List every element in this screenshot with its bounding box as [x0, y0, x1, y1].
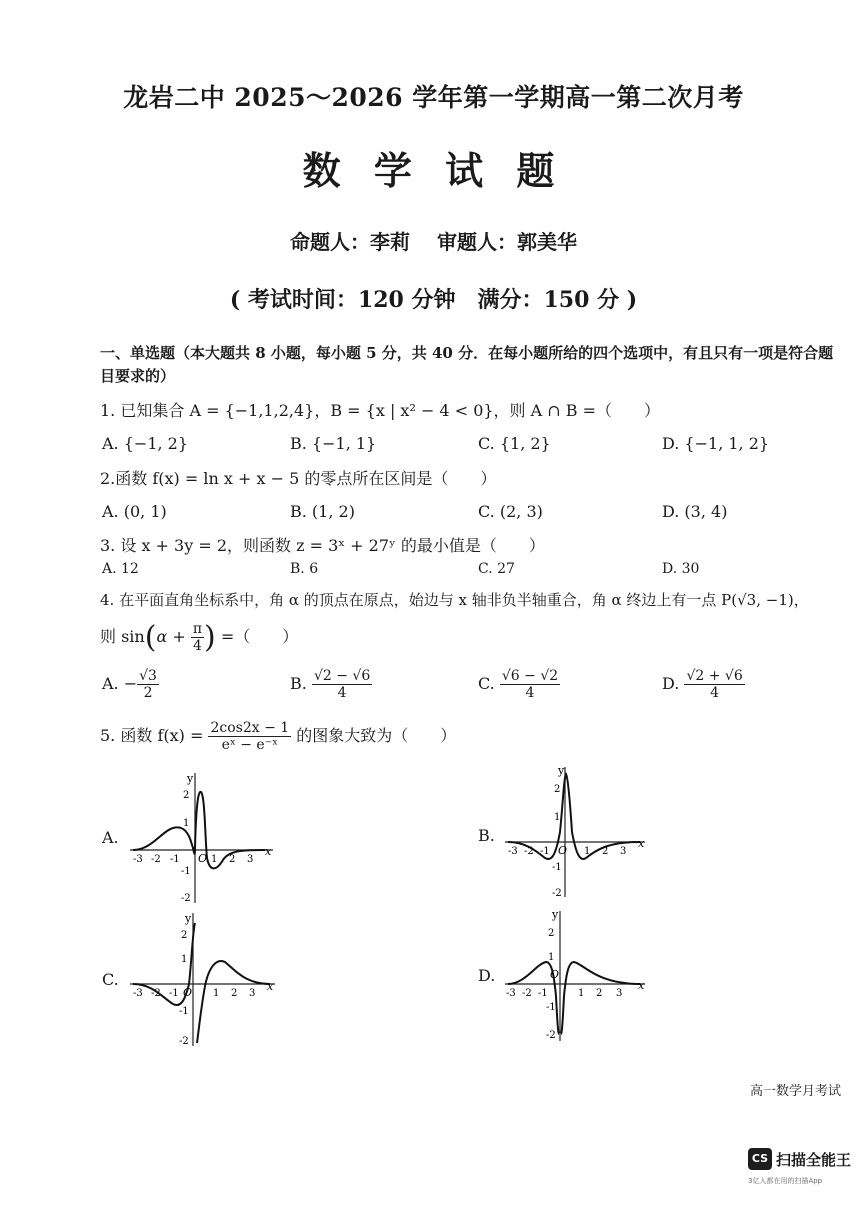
q5-stem: 5. 函数 f(x) = $\frac{2\cos 2x - 1}{\text{eˣ − e⁻ˣ}}$ 的图象大致为（ ）	[100, 720, 457, 753]
q5-graph-a	[125, 768, 285, 908]
q2-stem: 2.函数 f(x) = ln x + x − 5 的零点所在区间是（ ）	[100, 469, 497, 488]
q3-option-d: D. 30	[662, 561, 700, 577]
svg-text:-1: -1	[181, 866, 191, 877]
svg-text:2: 2	[231, 988, 238, 999]
svg-text:1: 1	[213, 988, 220, 999]
svg-text:-3: -3	[133, 854, 143, 865]
svg-text:2: 2	[183, 790, 190, 801]
svg-text:O: O	[198, 852, 208, 865]
exam-info: ( 考试时间：120 分钟 满分：150 分 )	[229, 287, 638, 313]
q5-graph-label-a: A.	[102, 828, 119, 847]
subject-title: 数 学 试 题	[302, 148, 565, 193]
q4-stem-line2: 则 sin(α + $\frac{\pi}{4}$ ) =（ ）	[100, 620, 299, 655]
q3-option-b: B. 6	[290, 561, 319, 577]
q4-option-c: C. $\frac{√6 - √2}{4}$	[478, 668, 559, 701]
q1-option-c: C. {1, 2}	[478, 434, 551, 453]
svg-text:y: y	[552, 908, 559, 921]
svg-text:-2: -2	[179, 1036, 189, 1047]
scanner-badge	[748, 1148, 851, 1170]
svg-text:-2: -2	[522, 988, 532, 999]
svg-text:O: O	[558, 844, 568, 857]
svg-text:1: 1	[554, 812, 561, 823]
q4-sin: 则 sin	[100, 627, 145, 646]
q4-stem: 4. 在平面直角坐标系中，角 α 的顶点在原点，始边与 x 轴非负半轴重合，角 α 终边上有一点 P(√3, −1)，	[100, 591, 809, 609]
svg-text:-2: -2	[552, 888, 562, 899]
svg-text:-1: -1	[179, 1006, 189, 1017]
svg-text:-1: -1	[540, 846, 550, 857]
q1-option-b: B. {−1, 1}	[290, 434, 377, 453]
scanner-name: 扫描全能王	[776, 1150, 852, 1169]
q3-stem: 3. 设 x + 3y = 2，则函数 z = 3ˣ + 27ʸ 的最小值是（ ）	[100, 536, 545, 555]
svg-text:-2: -2	[524, 846, 534, 857]
svg-text:-2: -2	[546, 1030, 556, 1041]
svg-text:1: 1	[584, 846, 591, 857]
svg-text:1: 1	[181, 954, 188, 965]
q4-stem-tail: =（ ）	[220, 627, 299, 646]
section-heading: 一、单选题（本大题共 8 小题，每小题 5 分，共 40 分．在每小题所给的四个选项中，有且只有一项是符合题目要求的）	[100, 344, 834, 385]
svg-text:-1: -1	[169, 988, 179, 999]
svg-text:x: x	[638, 979, 645, 992]
svg-text:-2: -2	[181, 893, 191, 904]
svg-text:-1: -1	[538, 988, 548, 999]
svg-text:-1: -1	[552, 862, 562, 873]
q4-option-a: A. − $\frac{√3}{2}$	[102, 668, 157, 701]
exam-title: 龙岩二中 2025～2026 学年第一学期高一第二次月考	[123, 83, 744, 112]
q5-graph-label-b: B.	[478, 826, 495, 845]
svg-text:3: 3	[620, 846, 627, 857]
svg-text:2: 2	[181, 930, 188, 941]
q5-graph-b	[500, 762, 660, 902]
q2-option-d: D. (3, 4)	[662, 502, 728, 521]
q2-option-a: A. (0, 1)	[102, 502, 167, 521]
svg-text:-3: -3	[508, 846, 518, 857]
svg-text:2: 2	[548, 928, 555, 939]
svg-text:y: y	[185, 912, 192, 925]
q4-pi-fraction: $\frac{\pi}{4}$	[192, 621, 203, 654]
q3-option-c: C. 27	[478, 561, 515, 577]
scanner-logo-icon: CS	[748, 1148, 772, 1170]
svg-text:2: 2	[554, 784, 561, 795]
q1-option-d: D. {−1, 1, 2}	[662, 434, 770, 453]
q2-option-b: B. (1, 2)	[290, 502, 355, 521]
svg-text:-2: -2	[151, 988, 161, 999]
svg-text:y: y	[187, 772, 194, 785]
svg-text:O: O	[550, 968, 560, 981]
authors-line: 命题人：李莉 审题人：郭美华	[290, 230, 577, 254]
svg-text:1: 1	[183, 818, 190, 829]
svg-text:-2: -2	[151, 854, 161, 865]
svg-text:3: 3	[249, 988, 256, 999]
q4-option-d: D. $\frac{√2 + √6}{4}$	[662, 668, 743, 701]
svg-text:3: 3	[616, 988, 623, 999]
q5-graph-c	[125, 908, 285, 1048]
q2-option-c: C. (2, 3)	[478, 502, 543, 521]
q5-graph-d	[500, 906, 660, 1046]
q4-arg: α +	[156, 627, 186, 646]
svg-text:2: 2	[602, 846, 609, 857]
svg-text:x: x	[267, 980, 274, 993]
svg-text:y: y	[558, 764, 565, 777]
svg-text:2: 2	[229, 854, 236, 865]
q3-option-a: A. 12	[102, 561, 139, 577]
svg-text:1: 1	[578, 988, 585, 999]
svg-text:-1: -1	[170, 854, 180, 865]
q1-option-a: A. {−1, 2}	[102, 434, 189, 453]
q1-stem: 1. 已知集合 A = {−1,1,2,4}，B = {x | x² − 4 < 0}，则 A ∩ B =（ ）	[100, 401, 661, 420]
svg-text:-1: -1	[546, 1002, 556, 1013]
q4-option-b: B. $\frac{√2 - √6}{4}$	[290, 668, 371, 701]
page-footer: 高一数学月考试	[749, 1084, 841, 1099]
svg-text:O: O	[183, 986, 193, 999]
q5-graph-label-c: C.	[102, 970, 119, 989]
svg-text:1: 1	[211, 854, 218, 865]
svg-text:x: x	[638, 837, 645, 850]
svg-text:x: x	[265, 845, 272, 858]
svg-text:-3: -3	[133, 988, 143, 999]
svg-text:1: 1	[548, 952, 555, 963]
svg-text:-3: -3	[506, 988, 516, 999]
svg-text:2: 2	[596, 988, 603, 999]
q5-graph-label-d: D.	[478, 966, 496, 985]
scanner-tagline: 3亿人都在用的扫描App	[748, 1177, 823, 1185]
svg-text:3: 3	[247, 854, 254, 865]
